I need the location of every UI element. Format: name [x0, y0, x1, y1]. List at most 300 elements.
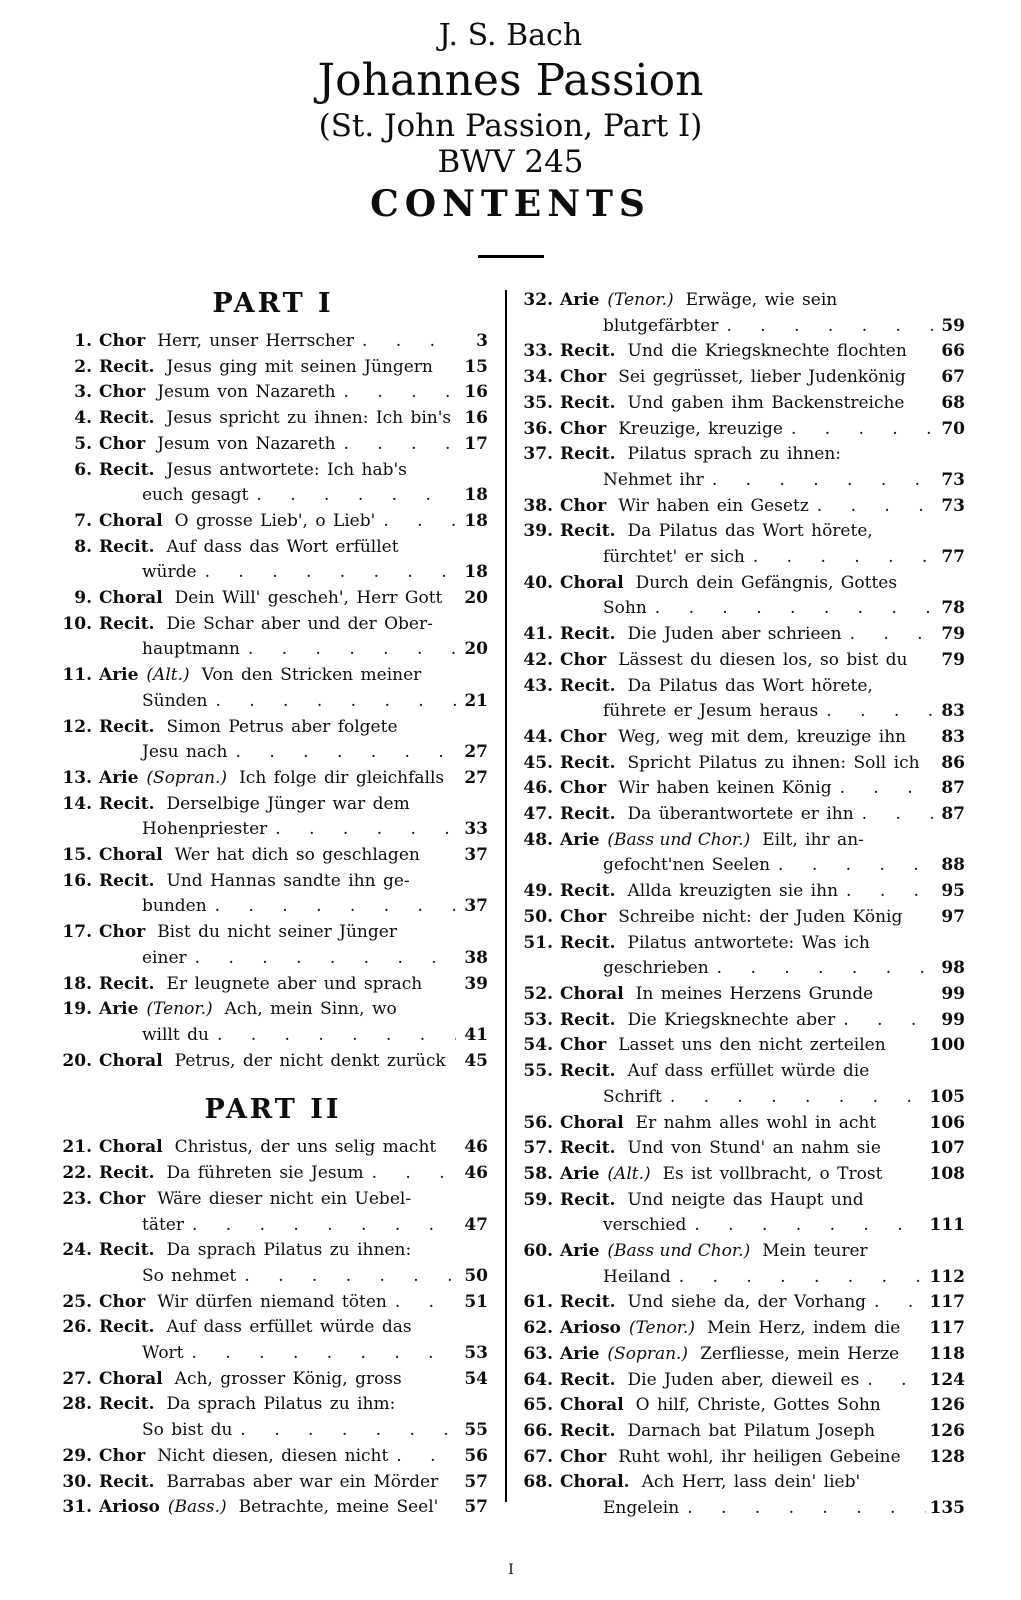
toc-entry: [519, 1188, 965, 1239]
entry-number: 8.: [74, 536, 92, 557]
entry-title: würde: [142, 562, 197, 583]
entry-line: [58, 1315, 488, 1341]
entry-line: [519, 648, 965, 674]
toc-entry: [58, 1444, 488, 1470]
entry-type: Chor: [560, 1035, 607, 1056]
entry-number: 23.: [62, 1188, 92, 1209]
entry-line-continuation: [58, 1023, 488, 1049]
entry-title: verschied: [603, 1215, 687, 1236]
entry-line: [58, 663, 488, 689]
entry-number: 59.: [523, 1189, 553, 1210]
dot-leader: [184, 1213, 456, 1239]
toc-entry: [519, 622, 965, 648]
entry-line: [519, 339, 965, 365]
page-number: 41: [464, 1024, 488, 1045]
entry-number: 28.: [62, 1394, 92, 1415]
page-number: 27: [464, 767, 488, 788]
entry-voice: (Sopran.): [607, 1343, 689, 1364]
entry-type: Arioso: [560, 1318, 621, 1339]
page-number: 3: [476, 331, 488, 351]
page-number: 17: [464, 433, 488, 454]
entry-number: 61.: [523, 1292, 553, 1313]
entry-type: Chor: [560, 726, 607, 747]
entry-line: [58, 1049, 488, 1075]
page-number: 20: [464, 639, 488, 660]
entry-type: Recit.: [99, 793, 155, 814]
entry-number: 53.: [523, 1009, 553, 1030]
entry-number: 33.: [523, 341, 553, 362]
entry-line: [519, 751, 965, 777]
entry-line-continuation: [58, 1341, 488, 1367]
entry-number: 58.: [523, 1163, 553, 1184]
entry-type: Recit.: [99, 536, 155, 557]
toc-entry: [519, 1059, 965, 1110]
toc-entry: [58, 972, 488, 998]
entry-line: [519, 571, 965, 597]
entry-type: Chor: [99, 1188, 146, 1209]
dot-leader: [838, 879, 933, 905]
entry-number: 31.: [62, 1497, 92, 1518]
entry-line-continuation: [519, 1496, 965, 1522]
entry-title: Von den Stricken meiner: [201, 665, 422, 686]
entry-number: 45.: [523, 752, 553, 773]
entry-title: Schreibe nicht: der Juden König: [618, 906, 903, 927]
entry-line: [519, 1316, 965, 1342]
entry-title: Kreuzige, kreuzige: [618, 418, 783, 439]
dot-leader: [719, 314, 934, 340]
entry-type: Arie: [560, 290, 600, 310]
entry-title: So nehmet: [142, 1265, 237, 1286]
page-number: 117: [929, 1292, 965, 1313]
toc-entry: [519, 288, 965, 339]
page-number: 99: [941, 983, 965, 1004]
entry-line: [519, 776, 965, 802]
toc-entry: [519, 828, 965, 879]
page-number: 105: [929, 1086, 965, 1107]
entry-title: Hohenpriester: [142, 819, 268, 840]
entry-number: 25.: [62, 1291, 92, 1312]
toc-entry: [519, 1111, 965, 1137]
entry-line: [519, 1470, 965, 1496]
dot-leader: [197, 560, 456, 586]
entry-line: [58, 406, 488, 432]
entry-type: Recit.: [99, 1317, 155, 1338]
entry-number: 12.: [62, 716, 92, 737]
toc-entry: [58, 766, 488, 792]
dot-leader: [267, 817, 456, 843]
page-number: 57: [464, 1497, 488, 1518]
toc-entry: [519, 1290, 965, 1316]
toc-entry: [519, 674, 965, 725]
entry-type: Choral: [99, 510, 163, 531]
entry-number: 60.: [523, 1241, 553, 1262]
page-number: 56: [464, 1445, 488, 1466]
page-number: 33: [464, 819, 488, 840]
entry-type: Choral: [560, 572, 624, 593]
entry-number: 30.: [62, 1471, 92, 1492]
toc-entry: [519, 1239, 965, 1290]
entry-line-continuation: [519, 1213, 965, 1239]
toc-entry: [519, 931, 965, 982]
entry-number: 2.: [74, 356, 92, 377]
entry-type: Choral: [560, 1112, 624, 1133]
page-number: 118: [929, 1343, 965, 1364]
toc-entry: [58, 535, 488, 586]
entry-title: Da sprach Pilatus zu ihm:: [166, 1394, 396, 1415]
entry-number: 42.: [523, 649, 553, 670]
entry-line: [519, 905, 965, 931]
entry-line-continuation: [58, 483, 488, 509]
entry-number: 64.: [523, 1369, 553, 1390]
toc-entry: [519, 417, 965, 443]
entry-type: Recit.: [560, 1420, 616, 1441]
dot-leader: [184, 1341, 456, 1367]
toc-entry: [58, 1392, 488, 1443]
entry-number: 21.: [62, 1137, 92, 1158]
entry-title: gefocht'nen Seelen: [603, 855, 771, 876]
entry-number: 46.: [523, 778, 553, 799]
toc-entry: [519, 1368, 965, 1394]
entry-number: 16.: [62, 870, 92, 891]
entry-type: Recit.: [560, 1292, 616, 1313]
toc-entry: [58, 1290, 488, 1316]
page-number: 50: [464, 1265, 488, 1286]
entry-line-continuation: [58, 637, 488, 663]
entry-line: [58, 1161, 488, 1187]
entry-type: Recit.: [560, 881, 616, 902]
entry-number: 27.: [62, 1368, 92, 1389]
dot-leader: [704, 468, 933, 494]
entry-title: Nicht diesen, diesen nicht: [157, 1445, 389, 1466]
entry-number: 35.: [523, 392, 553, 413]
dot-leader: [686, 1213, 925, 1239]
page-number: 59: [941, 315, 965, 336]
toc-entry: [58, 380, 488, 406]
toc-entry: [519, 1162, 965, 1188]
dot-leader: [248, 483, 456, 509]
toc-entry: [58, 355, 488, 381]
toc-entry: [519, 751, 965, 777]
entry-title: Da überantwortete er ihn: [627, 804, 854, 825]
entry-title: Bist du nicht seiner Jünger: [157, 922, 397, 943]
entry-title: Wir haben keinen König: [618, 778, 832, 799]
entry-line: [58, 1135, 488, 1161]
toc-entry: [519, 1342, 965, 1368]
entry-title: Ruht wohl, ihr heiligen Gebeine: [618, 1446, 901, 1467]
entry-title: Ach, mein Sinn, wo: [224, 999, 397, 1020]
entry-title: Die Kriegsknechte aber: [627, 1009, 836, 1030]
toc-entry: [58, 432, 488, 458]
entry-line: [519, 519, 965, 545]
entry-line: [58, 1444, 488, 1470]
entry-number: 9.: [74, 588, 92, 609]
entry-number: 41.: [523, 624, 553, 645]
dot-leader: [388, 1444, 456, 1470]
page-number: 83: [941, 701, 965, 722]
entry-line: [519, 1290, 965, 1316]
entry-line: [58, 869, 488, 895]
entry-title: Erwäge, wie sein: [685, 290, 838, 310]
entry-number: 14.: [62, 793, 92, 814]
dot-leader: [679, 1496, 925, 1522]
entry-title: Engelein: [603, 1498, 680, 1519]
dot-leader: [866, 1290, 925, 1316]
entry-title: Ich folge dir gleichfalls: [239, 767, 445, 788]
entry-title: Jesus spricht zu ihnen: Ich bin's: [166, 408, 452, 429]
entry-line: [519, 391, 965, 417]
entry-number: 36.: [523, 418, 553, 439]
entry-line: [519, 802, 965, 828]
entry-line: [519, 1188, 965, 1214]
dot-leader: [236, 1264, 456, 1290]
page-number: 16: [464, 382, 488, 403]
entry-number: 39.: [523, 521, 553, 542]
toc-entry: [519, 519, 965, 570]
toc-entry: [58, 329, 488, 355]
entry-line: [519, 1368, 965, 1394]
entry-line-continuation: [58, 1213, 488, 1239]
entry-number: 47.: [523, 804, 553, 825]
page-number: 20: [464, 588, 488, 609]
entry-title: hauptmann: [142, 639, 240, 660]
page-number: 95: [941, 881, 965, 902]
entry-title: Sei gegrüsset, lieber Judenkönig: [618, 367, 906, 388]
entry-title: Auf dass erfüllet würde das: [166, 1317, 412, 1338]
entry-type: Recit.: [560, 444, 616, 465]
page-number: 54: [464, 1368, 488, 1389]
entry-number: 17.: [62, 922, 92, 943]
entry-number: 54.: [523, 1035, 553, 1056]
entry-line: [58, 612, 488, 638]
dot-leader: [387, 1290, 456, 1316]
dot-leader: [228, 740, 456, 766]
entry-type: Chor: [560, 906, 607, 927]
dot-leader: [336, 380, 456, 406]
entry-line-continuation: [58, 740, 488, 766]
entry-type: Arioso: [99, 1497, 160, 1518]
entry-line: [58, 458, 488, 484]
entry-line: [519, 1162, 965, 1188]
entry-title: Jesum von Nazareth: [157, 382, 336, 403]
entry-line-continuation: [58, 560, 488, 586]
dot-leader: [859, 1368, 925, 1394]
page-number: 21: [464, 690, 488, 711]
entry-type: Arie: [99, 767, 139, 788]
toc-entry: [58, 1315, 488, 1366]
entry-title: Lässest du diesen los, so bist du: [618, 649, 908, 670]
entry-type: Arie: [560, 829, 600, 850]
entry-title: Und siehe da, der Vorhang: [627, 1292, 867, 1313]
entry-line-continuation: [519, 1265, 965, 1291]
entry-number: 13.: [62, 767, 92, 788]
page-number: 83: [941, 726, 965, 747]
entry-title: Durch dein Gefängnis, Gottes: [635, 572, 898, 593]
entry-title: O grosse Lieb', o Lieb': [174, 510, 376, 531]
entry-title: Da Pilatus das Wort hörete,: [627, 521, 873, 542]
entry-title: Pilatus antwortete: Was ich: [627, 932, 870, 953]
entry-title: Und gaben ihm Backenstreiche: [627, 392, 905, 413]
entry-line: [58, 1290, 488, 1316]
entry-voice: (Alt.): [607, 1163, 651, 1184]
entry-type: Arie: [560, 1163, 600, 1184]
entry-line: [58, 792, 488, 818]
entry-number: 4.: [74, 408, 92, 429]
entry-line: [519, 1342, 965, 1368]
entry-number: 15.: [62, 845, 92, 866]
entry-voice: (Sopran.): [146, 767, 228, 788]
page-number: 117: [929, 1318, 965, 1339]
entry-title: einer: [142, 947, 187, 968]
toc-entry: [58, 1161, 488, 1187]
entry-title: Schrift: [603, 1086, 662, 1107]
dot-leader: [818, 699, 933, 725]
entry-line-continuation: [519, 853, 965, 879]
page-number: 108: [929, 1163, 965, 1184]
entry-number: 37.: [523, 444, 553, 465]
entry-title: Jesum von Nazareth: [157, 433, 336, 454]
page-number: 79: [941, 649, 965, 670]
entry-line-continuation: [519, 545, 965, 571]
entry-number: 26.: [62, 1317, 92, 1338]
entry-title: O hilf, Christe, Gottes Sohn: [635, 1395, 881, 1416]
entry-number: 51.: [523, 932, 553, 953]
entry-line-continuation: [519, 699, 965, 725]
entry-voice: (Tenor.): [146, 999, 213, 1020]
entry-title: Jesus ging mit seinen Jüngern: [166, 356, 433, 377]
dot-leader: [336, 432, 456, 458]
entry-title: Da Pilatus das Wort hörete,: [627, 675, 873, 696]
entry-title: Christus, der uns selig macht: [174, 1137, 437, 1158]
page-number: 18: [464, 510, 488, 531]
entry-title: In meines Herzens Grunde: [635, 983, 874, 1004]
toc-entry: [58, 792, 488, 843]
toc-entry: [58, 715, 488, 766]
dot-leader: [671, 1265, 926, 1291]
entry-line: [58, 715, 488, 741]
toc-entry: [519, 391, 965, 417]
dot-leader: [709, 956, 933, 982]
entry-line: [58, 997, 488, 1023]
entry-number: 68.: [523, 1472, 553, 1493]
page-number: 16: [464, 408, 488, 429]
entry-title: Wort: [142, 1343, 184, 1364]
entry-type: Chor: [560, 778, 607, 799]
entry-title: Jesu nach: [142, 742, 228, 763]
entry-title: Und die Kriegsknechte flochten: [627, 341, 907, 362]
page-number: 97: [941, 906, 965, 927]
dot-leader: [647, 596, 933, 622]
entry-line: [58, 1367, 488, 1393]
entry-type: Chor: [99, 922, 146, 943]
entry-line: [58, 920, 488, 946]
page-header: [0, 18, 1021, 258]
entry-title: Da sprach Pilatus zu ihnen:: [166, 1240, 412, 1261]
entry-type: Chor: [560, 1446, 607, 1467]
entry-title: bunden: [142, 896, 207, 917]
dot-leader: [354, 329, 456, 355]
entry-type: Arie: [560, 1343, 600, 1364]
entry-title: Es ist vollbracht, o Trost: [662, 1163, 883, 1184]
entry-title: Und von Stund' an nahm sie: [627, 1138, 881, 1159]
entry-line: [519, 1445, 965, 1471]
entry-line: [58, 380, 488, 406]
entry-number: 43.: [523, 675, 553, 696]
entry-number: 63.: [523, 1343, 553, 1364]
entry-type: Recit.: [560, 1138, 616, 1159]
work-subtitle: (St. John Passion, Part I): [318, 108, 703, 144]
entry-type: Recit.: [560, 1061, 616, 1082]
entry-type: Recit.: [560, 521, 616, 542]
toc-entry: [58, 843, 488, 869]
entry-number: 38.: [523, 495, 553, 516]
dot-leader: [207, 689, 456, 715]
toc-entry: [519, 1470, 965, 1521]
entry-number: 10.: [62, 613, 92, 634]
entry-number: 22.: [62, 1163, 92, 1184]
contents-heading: CONTENTS: [370, 183, 651, 225]
entry-title: Er nahm alles wohl in acht: [635, 1112, 877, 1133]
entry-type: Choral: [99, 1368, 163, 1389]
toc-entry: [58, 1495, 488, 1521]
entry-number: 55.: [523, 1061, 553, 1082]
page-number: 15: [464, 356, 488, 377]
entry-number: 67.: [523, 1446, 553, 1467]
entry-type: Recit.: [99, 613, 155, 634]
dot-leader: [745, 545, 933, 571]
entry-title: Wäre dieser nicht ein Uebel-: [157, 1188, 412, 1209]
page-number: 107: [929, 1138, 965, 1159]
dot-leader: [809, 494, 933, 520]
entry-line-continuation: [58, 817, 488, 843]
entry-title: Betrachte, meine Seel': [238, 1497, 439, 1518]
entry-title: Weg, weg mit dem, kreuzige ihn: [618, 726, 907, 747]
entry-line: [519, 417, 965, 443]
entry-title: Auf dass erfüllet würde die: [627, 1061, 870, 1082]
entry-line: [519, 879, 965, 905]
entry-number: 7.: [74, 510, 92, 531]
entry-title: Dein Will' gescheh', Herr Gott: [174, 588, 443, 609]
page-number: 57: [464, 1471, 488, 1492]
entry-type: Choral: [99, 1137, 163, 1158]
entry-title: Mein teurer: [762, 1241, 868, 1262]
entry-number: 48.: [523, 829, 553, 850]
entry-title: Und neigte das Haupt und: [627, 1189, 864, 1210]
entry-number: 3.: [74, 382, 92, 403]
toc-entry: [58, 663, 488, 714]
entry-title: euch gesagt: [142, 485, 249, 506]
entry-type: Chor: [99, 433, 146, 454]
entry-type: Recit.: [560, 752, 616, 773]
entry-line: [519, 828, 965, 854]
entry-type: Arie: [99, 665, 139, 686]
entry-title: Heiland: [603, 1266, 671, 1287]
page-number: 112: [929, 1266, 965, 1287]
entry-line: [58, 1187, 488, 1213]
entry-type: Recit.: [560, 1009, 616, 1030]
entry-title: Jesus antwortete: Ich hab's: [166, 459, 407, 480]
toc-entry: [519, 648, 965, 674]
page-number: 106: [929, 1112, 965, 1133]
page-number: 73: [941, 495, 965, 516]
entry-line: [58, 355, 488, 381]
dot-leader: [832, 776, 933, 802]
entry-title: Die Schar aber und der Ober-: [166, 613, 433, 634]
entry-line: [58, 766, 488, 792]
entry-type: Recit.: [560, 675, 616, 696]
entry-number: 34.: [523, 367, 553, 388]
toc-entry: [519, 802, 965, 828]
entry-title: Die Juden aber, dieweil es: [627, 1369, 860, 1390]
